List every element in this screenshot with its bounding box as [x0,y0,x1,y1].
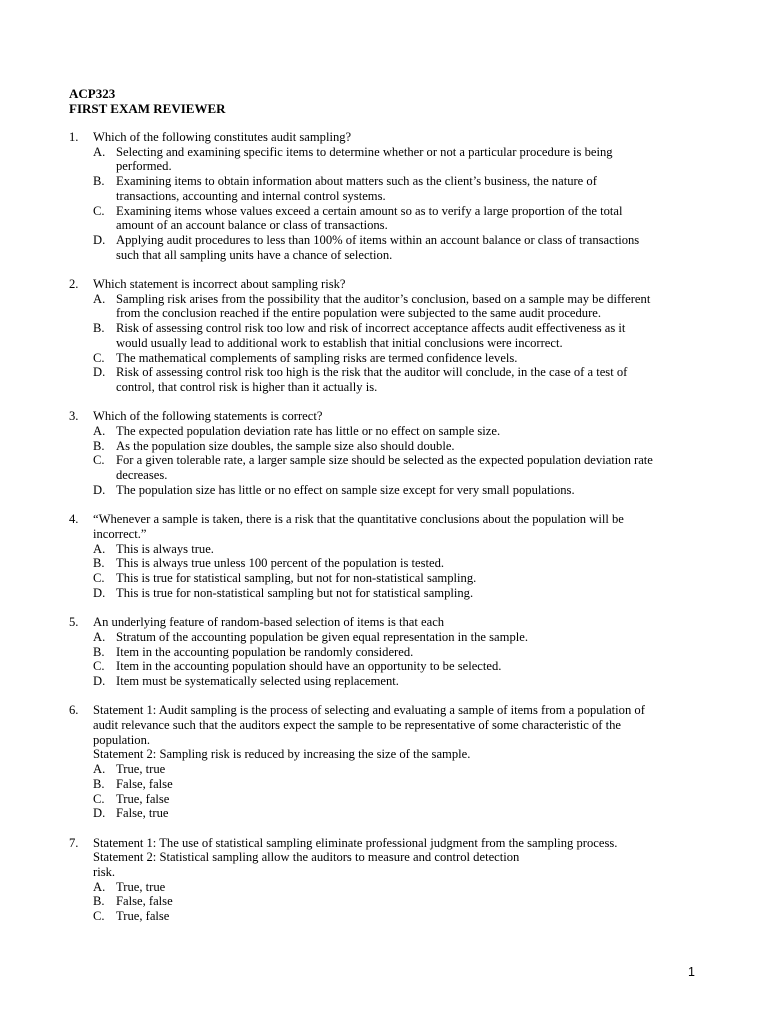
question-stem [93,512,709,541]
option-text-line: True, true [116,762,166,777]
answer-option [93,645,709,660]
question-stem [93,703,709,762]
question-stem-line: Statement 1: Audit sampling is the process of selecting and evaluating a sample of items from a population of [93,703,645,718]
answer-option [93,292,709,321]
document-page [69,86,709,939]
option-text-line: performed. [116,159,172,174]
option-text-line: Selecting and examining specific items to determine whether or not a particular procedure is being [116,144,613,159]
option-letter: D. [93,673,106,688]
option-text-line: Examining items to obtain information about matters such as the client’s business, the nature of [116,174,597,189]
option-letter: C. [93,571,105,586]
option-text-line: This is always true. [116,541,214,556]
answer-option [93,777,709,792]
answer-options [93,880,709,924]
question-stem-row [69,703,709,762]
answer-options [93,630,709,689]
option-text [116,762,709,777]
answer-option [93,659,709,674]
option-text-line: True, true [116,879,166,894]
answer-options [93,145,709,263]
answer-option [93,174,709,203]
option-text [116,894,709,909]
question-item [69,512,709,600]
answer-option [93,365,709,394]
question-number: 6. [69,703,79,718]
question-number: 4. [69,512,79,527]
question-stem-row [69,130,709,145]
answer-option [93,586,709,601]
page-number: 1 [688,965,695,979]
option-text-line: Item must be systematically selected using replacement. [116,673,399,688]
answer-options [93,424,709,498]
answer-option [93,792,709,807]
option-text [116,542,709,557]
option-text [116,233,709,262]
option-letter: A. [93,144,106,159]
option-text [116,439,709,454]
question-number: 7. [69,835,79,850]
option-text-line: The population size has little or no effect on sample size except for very small populations. [116,482,575,497]
option-text [116,586,709,601]
answer-options [93,542,709,601]
question-stem-line: Statement 1: The use of statistical sampling eliminate professional judgment from the sampling process. [93,835,618,850]
option-letter: C. [93,203,105,218]
answer-option [93,909,709,924]
option-text [116,674,709,689]
option-text-line: Sampling risk arises from the possibility that the auditor’s conclusion, based on a sample may be different [116,291,651,306]
option-text-line: decreases. [116,468,168,483]
option-text-line: Item in the accounting population be randomly considered. [116,644,414,659]
course-code: ACP323 [69,86,116,101]
option-letter: D. [93,585,106,600]
question-stem-row [69,512,709,541]
answer-option [93,145,709,174]
option-text-line: True, false [116,791,170,806]
option-letter: D. [93,365,106,380]
answer-option [93,806,709,821]
question-number: 3. [69,409,79,424]
question-stem [93,615,709,630]
question-stem-row [69,277,709,292]
option-text-line: As the population size doubles, the sample size also should double. [116,438,455,453]
option-text-line: This is true for non-statistical sampling but not for statistical sampling. [116,585,474,600]
option-text-line: This is true for statistical sampling, but not for non-statistical sampling. [116,571,477,586]
option-text [116,792,709,807]
question-stem [93,277,709,292]
question-stem-line: “Whenever a sample is taken, there is a risk that the quantitative conclusions about the population will be [93,512,624,527]
option-letter: B. [93,894,105,909]
option-letter: A. [93,629,106,644]
question-stem-line: population. [93,732,151,747]
option-letter: A. [93,291,106,306]
answer-option [93,321,709,350]
option-text [116,630,709,645]
answer-option [93,542,709,557]
question-number: 1. [69,130,79,144]
answer-option [93,880,709,895]
option-text-line: The expected population deviation rate has little or no effect on sample size. [116,424,501,439]
option-letter: D. [93,232,106,247]
answer-option [93,439,709,454]
option-letter: C. [93,791,105,806]
option-text [116,571,709,586]
answer-options [93,292,709,395]
option-text [116,483,709,498]
question-stem-line: Which of the following constitutes audit sampling? [93,130,352,144]
option-text [116,204,709,233]
option-text-line: Risk of assessing control risk too low and risk of incorrect acceptance affects audit effectiveness as it [116,321,626,336]
option-letter: A. [93,541,106,556]
option-text-line: True, false [116,909,170,924]
option-letter: C. [93,350,105,365]
option-letter: B. [93,321,105,336]
question-item [69,277,709,395]
question-item [69,703,709,821]
option-text-line: transactions, accounting and internal control systems. [116,188,386,203]
option-letter: C. [93,909,105,924]
option-letter: B. [93,556,105,571]
question-stem-line: risk. [93,865,116,880]
option-text [116,556,709,571]
question-number: 2. [69,277,79,292]
option-text-line: False, false [116,894,173,909]
option-text-line: The mathematical complements of sampling risks are termed confidence levels. [116,350,518,365]
answer-option [93,483,709,498]
option-text [116,777,709,792]
question-item [69,130,709,262]
option-text [116,659,709,674]
option-text [116,909,709,924]
answer-option [93,762,709,777]
option-text-line: For a given tolerable rate, a larger sample size should be selected as the expected population deviation rate [116,453,653,468]
answer-option [93,204,709,233]
answer-option [93,674,709,689]
option-text [116,424,709,439]
option-letter: B. [93,174,105,189]
question-stem [93,130,709,145]
question-stem-row [69,836,709,880]
question-stem-line: Statement 2: Sampling risk is reduced by increasing the size of the sample. [93,747,471,762]
option-letter: A. [93,762,106,777]
option-letter: C. [93,453,105,468]
answer-option [93,453,709,482]
option-text [116,806,709,821]
option-text [116,145,709,174]
answer-option [93,233,709,262]
answer-options [93,762,709,821]
option-text-line: This is always true unless 100 percent of the population is tested. [116,556,445,571]
question-stem-line: incorrect.” [93,526,147,541]
option-text-line: Applying audit procedures to less than 100% of items within an account balance or class of transactions [116,232,640,247]
question-stem-line: audit relevance such that the auditors expect the sample to be representative of some characteristic of the [93,718,622,733]
answer-option [93,571,709,586]
option-text [116,645,709,660]
option-letter: C. [93,659,105,674]
option-letter: B. [93,438,105,453]
question-stem-row [69,409,709,424]
option-letter: A. [93,879,106,894]
question-stem-line: Which of the following statements is correct? [93,409,323,424]
option-text-line: False, false [116,776,173,791]
question-number: 5. [69,615,79,630]
question-item [69,409,709,497]
option-text-line: Stratum of the accounting population be given equal representation in the sample. [116,629,528,644]
option-text-line: from the conclusion reached if the entire population were subjected to the same audit procedure. [116,306,602,321]
question-list [69,130,709,924]
option-letter: A. [93,424,106,439]
option-text-line: control, that control risk is higher than it actually is. [116,379,378,394]
option-text-line: Examining items whose values exceed a certain amount so as to verify a large proportion of the total [116,203,623,218]
option-text-line: Item in the accounting population should have an opportunity to be selected. [116,659,502,674]
question-item [69,615,709,689]
option-text-line: Risk of assessing control risk too high is the risk that the auditor will conclude, in the case of a test of [116,365,628,380]
option-text-line: amount of an account balance or class of transactions. [116,218,388,233]
question-stem [93,409,709,424]
option-letter: B. [93,644,105,659]
question-stem-line: Which statement is incorrect about sampling risk? [93,277,346,292]
question-stem-line: Statement 2: Statistical sampling allow the auditors to measure and control detection [93,850,520,865]
option-text-line: False, true [116,806,169,821]
answer-option [93,351,709,366]
option-text [116,321,709,350]
question-stem-row [69,615,709,630]
option-letter: D. [93,806,106,821]
option-letter: D. [93,482,106,497]
question-item [69,836,709,924]
option-text [116,351,709,366]
answer-option [93,894,709,909]
document-title: FIRST EXAM REVIEWER [69,101,226,116]
option-text [116,365,709,394]
option-text-line: would usually lead to additional work to establish that initial conclusions were incorrect. [116,335,563,350]
question-stem [93,836,709,880]
option-letter: B. [93,776,105,791]
option-text [116,292,709,321]
question-stem-line: An underlying feature of random-based selection of items is that each [93,615,445,630]
option-text [116,880,709,895]
answer-option [93,630,709,645]
answer-option [93,556,709,571]
answer-option [93,424,709,439]
option-text [116,174,709,203]
option-text-line: such that all sampling units have a chance of selection. [116,247,393,262]
option-text [116,453,709,482]
